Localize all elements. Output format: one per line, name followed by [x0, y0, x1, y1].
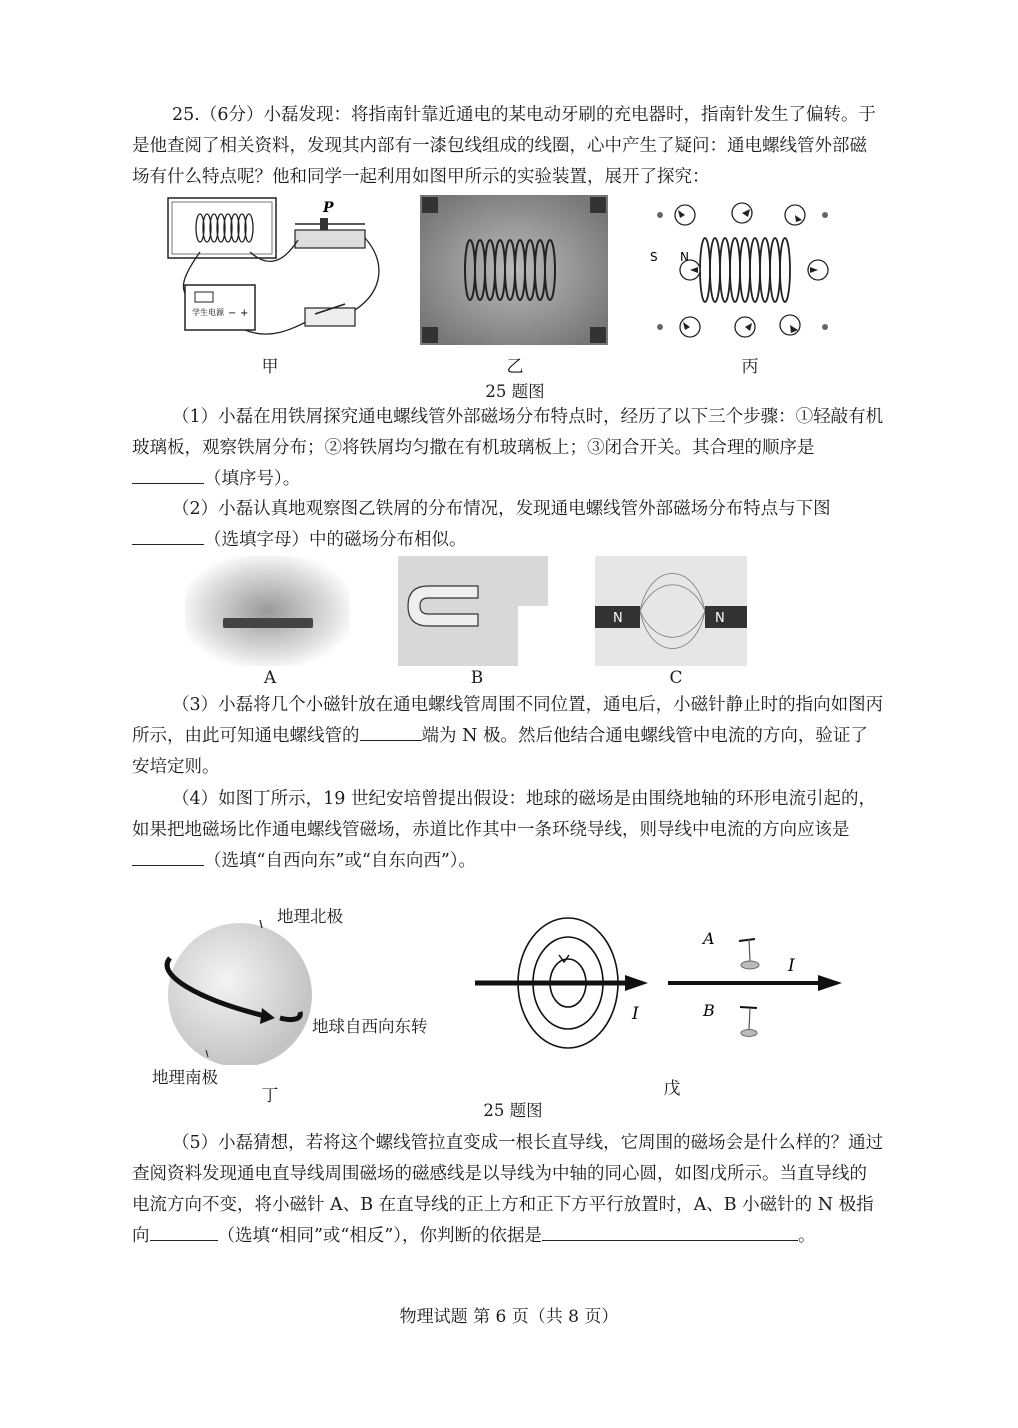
- figure-caption-1: 25 题图: [485, 382, 545, 401]
- figure-magnet-c: [595, 556, 747, 666]
- slider-p-label: P: [323, 200, 334, 216]
- figure-yi-iron-filings: [420, 195, 608, 345]
- svg-text:+: +: [240, 308, 249, 319]
- svg-text:−: −: [228, 308, 237, 319]
- figure-bing-compasses: [650, 195, 835, 345]
- magnet-c-n-right: N: [715, 611, 725, 626]
- page-footer: 物理试题 第 6 页（共 8 页）: [399, 1307, 619, 1327]
- label-geographic-north: 地理北极: [277, 907, 343, 926]
- figure-wu-straight-wire: [470, 915, 860, 1065]
- label-a: A: [263, 668, 277, 688]
- label-c: C: [669, 668, 683, 688]
- label-earth-rotation: 地球自西向东转: [312, 1017, 428, 1036]
- current-label-right: I: [788, 956, 795, 976]
- label-wu: 戊: [663, 1079, 681, 1099]
- label-ding: 丁: [261, 1086, 279, 1106]
- current-label-left: I: [632, 1004, 639, 1024]
- question-25-part-5: （5）小磊猜想，若将这个螺线管拉直变成一根长直导线，它周围的磁场会是什么样的？通过查阅资料发现通电直导线周围磁场的磁感线是以导线为中轴的同心圆，如图戊所示。当直导线的电流方向不变，将小磁针 A、B 在直导线的正上方和正下方平行放置时，A、B 小磁针的 N 极指向 （选填“相同”或“相反”），你判断的依据是 。: [132, 1133, 884, 1246]
- figure-caption-2: 25 题图: [483, 1101, 543, 1120]
- magnet-c-n-left: N: [613, 611, 623, 626]
- answer-blank-5a[interactable]: [150, 1222, 218, 1241]
- compass-s-label: S: [650, 250, 658, 264]
- figure-magnet-b: [398, 556, 548, 666]
- figure-jia-circuit: [160, 190, 390, 350]
- label-geographic-south: 地理南极: [152, 1068, 218, 1087]
- answer-blank-3[interactable]: [360, 722, 422, 741]
- question-25-part-4: （4）如图丁所示，19 世纪安培曾提出假设：地球的磁场是由围绕地轴的环形电流引起的，如果把地磁场比作通电螺线管磁场，赤道比作其中一条环绕导线，则导线中电流的方向应该是（选填“自西向东”或“自东向西”）。: [132, 789, 876, 871]
- power-supply-label: 学生电源: [192, 308, 224, 317]
- question-25-part-3: （3）小磊将几个小磁针放在通电螺线管周围不同位置，通电后，小磁针静止时的指向如图丙所示，由此可知通电螺线管的 端为 N 极。然后他结合通电螺线管中电流的方向，验证了安培定则。: [132, 695, 884, 777]
- needle-b-label: B: [703, 1001, 715, 1020]
- label-b: B: [470, 668, 484, 688]
- question-25-part-2: （2）小磊认真地观察图乙铁屑的分布情况，发现通电螺线管外部磁场分布特点与下图（选填字母）中的磁场分布相似。: [132, 494, 884, 556]
- needle-a-label: A: [703, 929, 715, 948]
- label-bing: 丙: [741, 357, 759, 377]
- figure-magnet-a: [185, 556, 350, 666]
- label-jia: 甲: [261, 357, 279, 377]
- question-25-part-1: （1）小磊在用铁屑探究通电螺线管外部磁场分布特点时，经历了以下三个步骤：①轻敲有机玻璃板，观察铁屑分布；②将铁屑均匀撒在有机玻璃板上；③闭合开关。其合理的顺序是（填序号）。: [132, 407, 884, 489]
- answer-blank-4[interactable]: [132, 847, 204, 866]
- answer-blank-2[interactable]: [132, 526, 204, 545]
- question-25-intro: 25.（6分）小磊发现：将指南针靠近通电的某电动牙刷的充电器时，指南针发生了偏转。于是他查阅了相关资料，发现其内部有一漆包线组成的线圈，心中产生了疑问：通电螺线管外部磁场有什么特点呢？他和同学一起利用如图甲所示的实验装置，展开了探究：: [132, 105, 876, 187]
- compass-n-label: N: [680, 250, 689, 264]
- answer-blank-5b[interactable]: [542, 1222, 798, 1241]
- answer-blank-1[interactable]: [132, 465, 204, 484]
- label-yi: 乙: [506, 357, 524, 377]
